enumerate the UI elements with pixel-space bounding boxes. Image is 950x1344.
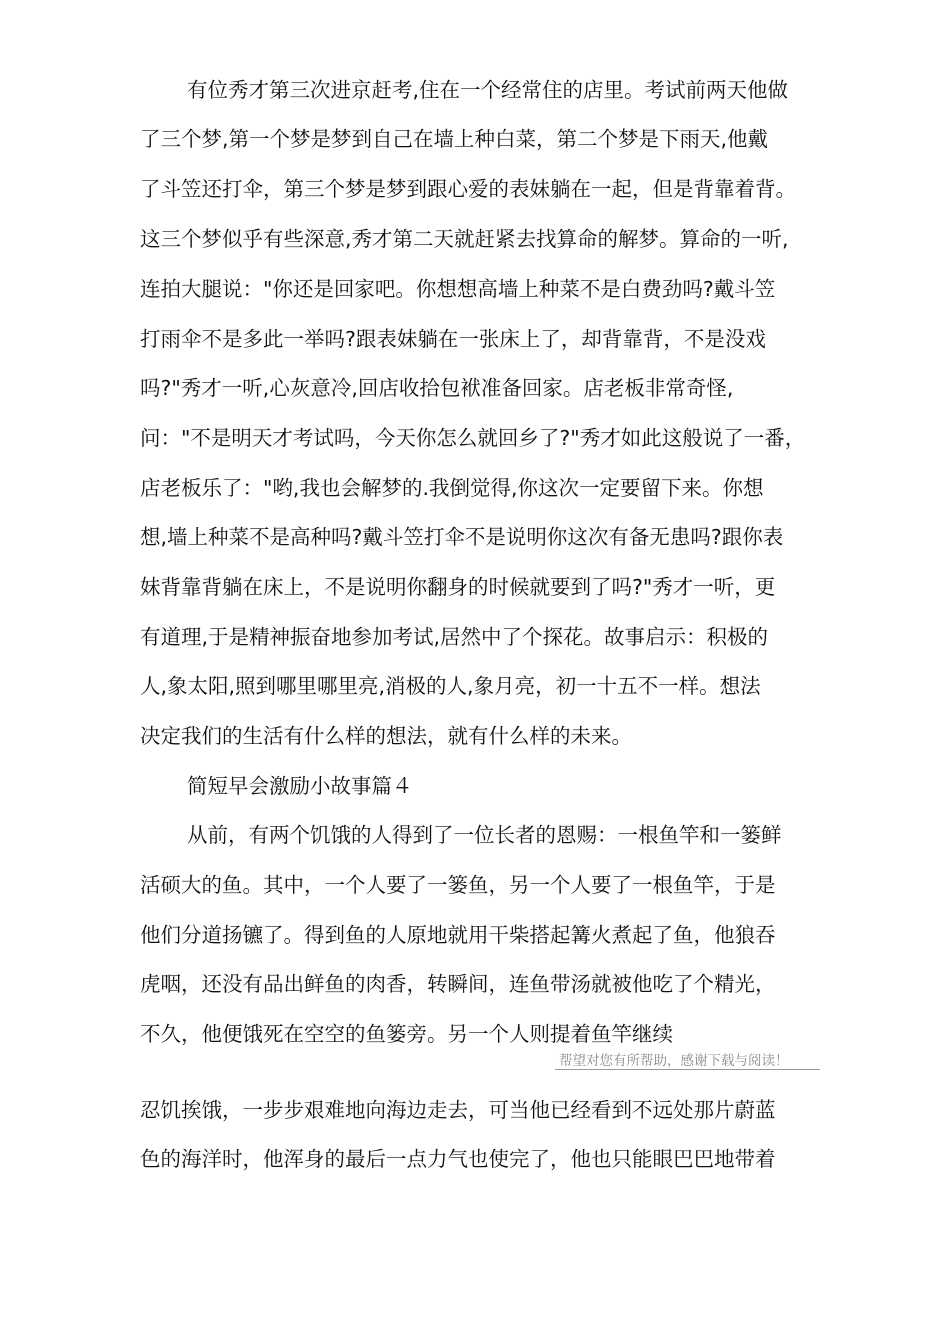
paragraph-line: 色的海洋时，他浑身的最后一点力气也使完了，他也只能眼巴巴地带着 — [140, 1147, 776, 1171]
paragraph-line: 这三个梦似乎有些深意,秀才第二天就赶紧去找算命的解梦。算命的一听, — [140, 227, 789, 251]
paragraph-line: 虎咽，还没有品出鲜鱼的肉香，转瞬间，连鱼带汤就被他吃了个精光， — [140, 972, 776, 996]
paragraph-line: 店老板乐了："哟,我也会解梦的.我倒觉得,你这次一定要留下来。你想 — [140, 476, 764, 500]
paragraph-line: 他们分道扬镳了。得到鱼的人原地就用干柴搭起篝火煮起了鱼，他狼吞 — [140, 923, 776, 947]
paragraph-line: 不久，他便饿死在空空的鱼篓旁。另一个人则提着鱼竿继续 — [140, 1022, 673, 1046]
paragraph-line: 想,墙上种菜不是高种吗?戴斗笠打伞不是说明你这次有备无患吗?跟你表 — [140, 525, 784, 549]
paragraph-line: 有位秀才第三次进京赶考,住在一个经常住的店里。考试前两天他做 — [187, 78, 789, 102]
paragraph-line: 妹背靠背躺在床上，不是说明你翻身的时候就要到了吗?"秀才一听，更 — [140, 575, 776, 599]
paragraph-line: 从前，有两个饥饿的人得到了一位长者的恩赐：一根鱼竿和一篓鲜 — [187, 823, 782, 847]
footer-note: 帮望对您有所帮助，感谢下载与阅读！ — [559, 1053, 789, 1069]
paragraph-line: 问："不是明天才考试吗，今天你怎么就回乡了?"秀才如此这般说了一番， — [140, 426, 806, 450]
paragraph-line: 了斗笠还打伞，第三个梦是梦到跟心爱的表妹躺在一起，但是背靠着背。 — [140, 177, 796, 201]
paragraph-line: 连拍大腿说："你还是回家吧。你想想高墙上种菜不是白费劲吗?戴斗笠 — [140, 277, 776, 301]
paragraph-line: 人,象太阳,照到哪里哪里亮,消极的人,象月亮，初一十五不一样。想法 — [140, 674, 761, 698]
section-heading: 简短早会激励小故事篇４ — [187, 774, 413, 798]
paragraph-line: 了三个梦,第一个梦是梦到自己在墙上种白菜，第二个梦是下雨天,他戴 — [140, 127, 769, 151]
paragraph-line: 有道理,于是精神振奋地参加考试,居然中了个探花。故事启示：积极的 — [140, 625, 769, 649]
paragraph-line: 吗?"秀才一听,心灰意冷,回店收拾包袱准备回家。店老板非常奇怪, — [140, 376, 734, 400]
paragraph-line: 忍饥挨饿，一步步艰难地向海边走去，可当他已经看到不远处那片蔚蓝 — [140, 1098, 776, 1122]
paragraph-line: 打雨伞不是多此一举吗?跟表妹躺在一张床上了，却背靠背，不是没戏 — [140, 327, 766, 351]
paragraph-line: 决定我们的生活有什么样的想法，就有什么样的未来。 — [140, 724, 632, 748]
footer-divider — [555, 1069, 820, 1070]
paragraph-line: 活硕大的鱼。其中，一个人要了一篓鱼，另一个人要了一根鱼竿，于是 — [140, 873, 776, 897]
